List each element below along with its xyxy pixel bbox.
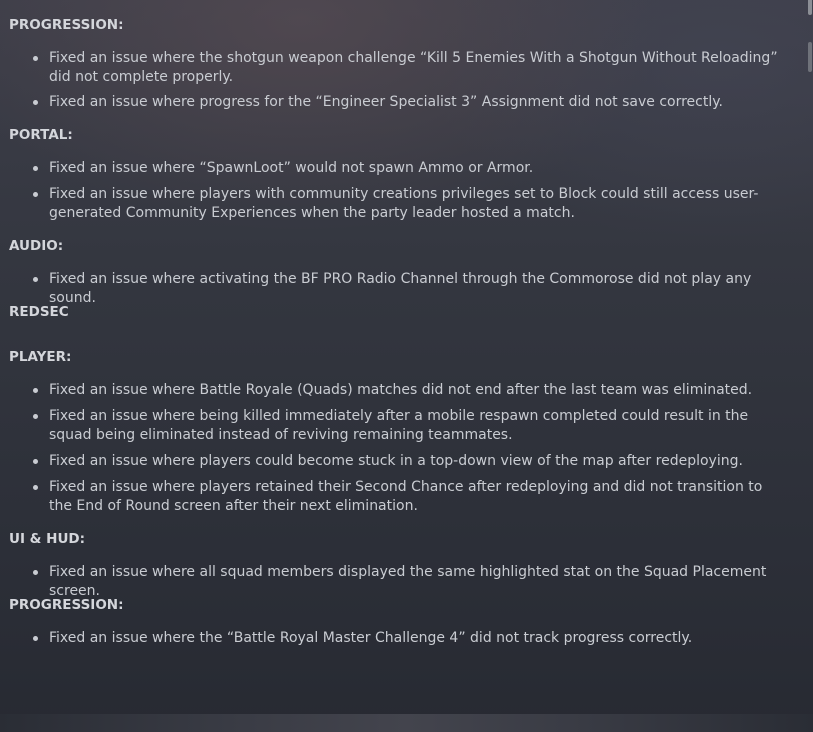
list-item-text: Fixed an issue where activating the BF PRO Radio Channel through the Commorose did not play any sound. xyxy=(49,271,752,306)
list-item-text: Fixed an issue where the shotgun weapon challenge “Kill 5 Enemies With a Shotgun Without Reloading” did not complete properly. xyxy=(49,50,778,85)
scrollbar-thumb-secondary[interactable] xyxy=(808,42,812,72)
list-item xyxy=(49,381,784,400)
bullet-icon xyxy=(33,388,38,393)
list-item-text: Fixed an issue where all squad members displayed the same highlighted stat on the Squad Placement screen. xyxy=(49,564,767,599)
list-item xyxy=(49,93,784,112)
section-heading-player: PLAYER: xyxy=(9,349,72,365)
bullet-icon xyxy=(33,277,38,282)
section-heading-redsec: REDSEC xyxy=(9,304,69,320)
list-item-text: Fixed an issue where Battle Royale (Quads) matches did not end after the last team was eliminated. xyxy=(49,382,753,398)
bullet-icon xyxy=(33,100,38,105)
section-heading-progression-2: PROGRESSION: xyxy=(9,597,124,613)
list-item xyxy=(49,563,784,601)
section-heading-audio: AUDIO: xyxy=(9,238,64,254)
list-item xyxy=(49,185,784,223)
list-item xyxy=(49,452,784,471)
list-item-text: Fixed an issue where players could become stuck in a top-down view of the map after redeploying. xyxy=(49,453,743,469)
list-item-text: Fixed an issue where players with community creations privileges set to Block could still access user-generated Community Experiences when the party leader hosted a match. xyxy=(49,186,759,221)
bullet-icon xyxy=(33,166,38,171)
list-item xyxy=(49,49,784,87)
list-item-text: Fixed an issue where progress for the “Engineer Specialist 3” Assignment did not save correctly. xyxy=(49,94,723,110)
bullet-icon xyxy=(33,485,38,490)
section-heading-progression: PROGRESSION: xyxy=(9,17,124,33)
scrollbar[interactable] xyxy=(807,0,813,712)
list-item xyxy=(49,629,784,648)
list-item xyxy=(49,407,784,445)
bullet-icon xyxy=(33,192,38,197)
list-item xyxy=(49,270,784,308)
bullet-icon xyxy=(33,636,38,641)
scrollbar-thumb[interactable] xyxy=(808,0,812,15)
list-item-text: Fixed an issue where “SpawnLoot” would not spawn Ammo or Armor. xyxy=(49,160,534,176)
bullet-icon xyxy=(33,459,38,464)
list-item-text: Fixed an issue where being killed immediately after a mobile respawn completed could result in the squad being eliminated instead of reviving remaining teammates. xyxy=(49,408,749,443)
bullet-icon xyxy=(33,414,38,419)
section-heading-ui-hud: UI & HUD: xyxy=(9,531,86,547)
bullet-icon xyxy=(33,56,38,61)
list-item xyxy=(49,478,784,516)
bottom-edge-bar xyxy=(0,714,813,732)
list-item-text: Fixed an issue where the “Battle Royal Master Challenge 4” did not track progress correctly. xyxy=(49,630,693,646)
bullet-icon xyxy=(33,570,38,575)
section-heading-portal: PORTAL: xyxy=(9,127,73,143)
list-item xyxy=(49,159,784,178)
list-item-text: Fixed an issue where players retained their Second Chance after redeploying and did not transition to the End of Round screen after their next elimination. xyxy=(49,479,763,514)
